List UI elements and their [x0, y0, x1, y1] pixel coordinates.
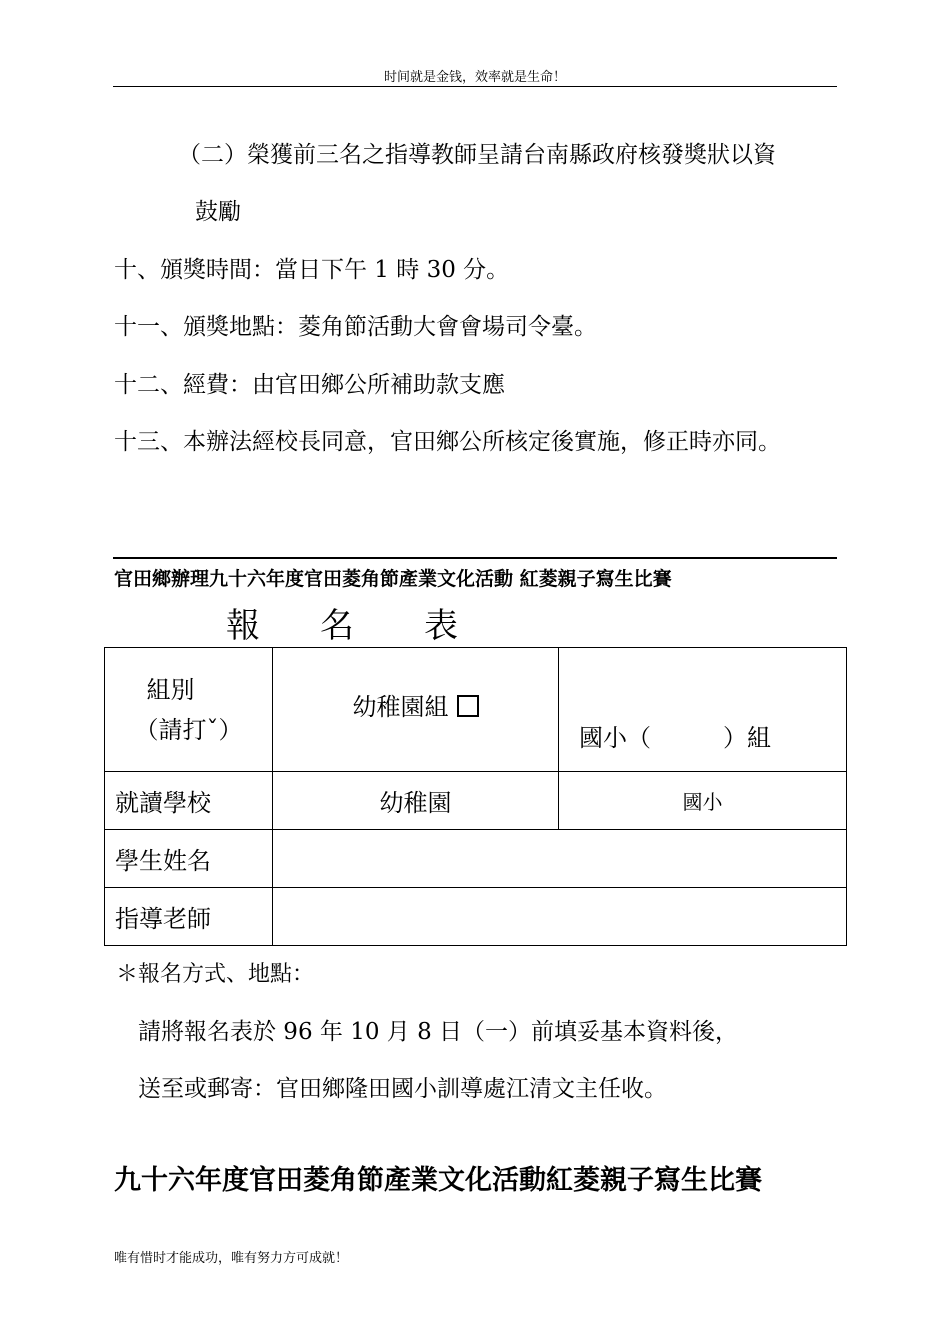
- registration-table: [104, 647, 847, 946]
- paragraph-award-teachers-cont: 鼓勵: [195, 199, 241, 225]
- group-label-hint: （請打ˇ）: [134, 715, 243, 744]
- form-title-char-3: 表: [424, 606, 460, 646]
- school-kindergarten-field[interactable]: 幼稚園: [273, 772, 559, 830]
- teacher-name-field[interactable]: [273, 888, 847, 946]
- group-label-cell: [105, 648, 273, 772]
- kindergarten-option-cell[interactable]: [273, 648, 559, 772]
- table-row-school: [105, 772, 847, 830]
- form-title-char-1: 報: [226, 606, 262, 646]
- school-elementary-field[interactable]: 國小: [559, 772, 847, 830]
- form-title: [226, 598, 460, 647]
- registration-deadline: 請將報名表於 96 年 10 月 8 日（一）前填妥基本資料後，: [138, 1019, 739, 1045]
- student-name-field[interactable]: [273, 830, 847, 888]
- school-label: 就讀學校: [105, 772, 273, 830]
- elementary-option-label: 國小（ ）組: [579, 724, 771, 752]
- kindergarten-option-label: 幼稚園組: [352, 693, 449, 721]
- kindergarten-checkbox[interactable]: [457, 695, 479, 717]
- group-label: 組別: [146, 675, 195, 704]
- paragraph-funding: 十二、經費：由官田鄉公所補助款支應: [114, 372, 505, 398]
- registration-address: 送至或郵寄：官田鄉隆田國小訓導處江清文主任收。: [138, 1076, 667, 1102]
- teacher-name-label: 指導老師: [105, 888, 273, 946]
- registration-heading: ＊報名方式、地點：: [116, 962, 315, 987]
- paragraph-award-location: 十一、頒獎地點：菱角節活動大會會場司令臺。: [114, 314, 597, 340]
- table-row-group: [105, 648, 847, 772]
- table-row-student: [105, 830, 847, 888]
- table-row-teacher: [105, 888, 847, 946]
- page-footer-motto: 唯有惜时才能成功，唯有努力方可成就！: [114, 1251, 349, 1266]
- header-divider: [113, 86, 837, 87]
- form-title-char-2: 名: [320, 606, 356, 646]
- elementary-option-cell[interactable]: [559, 648, 847, 772]
- student-name-label: 學生姓名: [105, 830, 273, 888]
- page-header-motto: 时间就是金钱，效率就是生命！: [383, 70, 566, 85]
- paragraph-award-time: 十、頒獎時間：當日下午 1 時 30 分。: [114, 257, 510, 283]
- paragraph-approval: 十三、本辦法經校長同意，官田鄉公所核定後實施，修正時亦同。: [114, 429, 781, 455]
- section-divider: [113, 557, 837, 559]
- bottom-event-title: 九十六年度官田菱角節產業文化活動紅菱親子寫生比賽: [114, 1165, 762, 1196]
- paragraph-award-teachers: （二）榮獲前三名之指導教師呈請台南縣政府核發獎狀以資: [178, 142, 776, 168]
- event-title: 官田鄉辦理九十六年度官田菱角節產業文化活動 紅菱親子寫生比賽: [114, 568, 672, 590]
